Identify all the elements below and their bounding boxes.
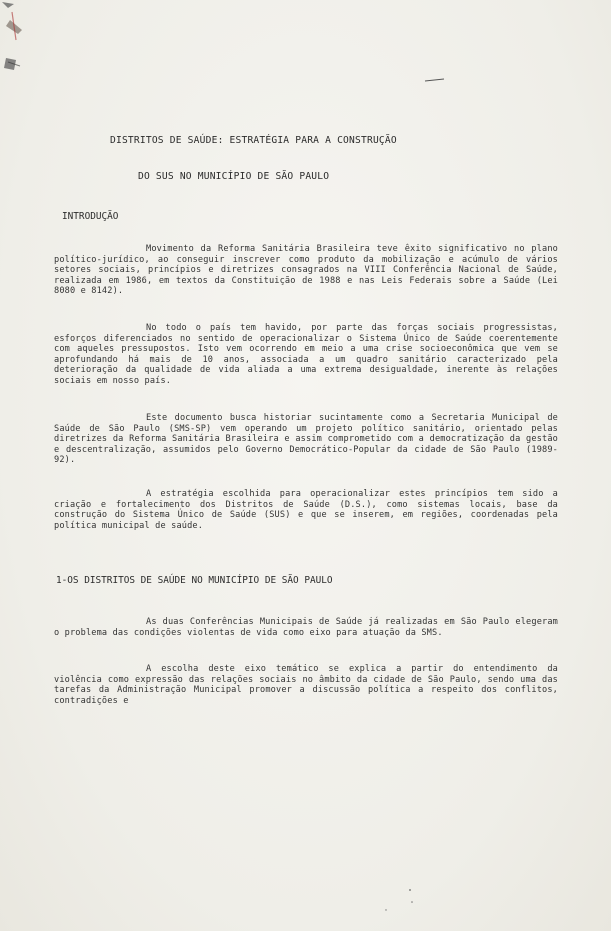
paragraph-1 xyxy=(54,244,558,297)
paragraph-1-text: Movimento da Reforma Sanitária Brasileira teve êxito significativo no plano político-jurídico, ao conseguir inscrever como produto da mobilização e acúmulo de vários setores sociais, princípios e diretrizes consagrados na VIII Conferência Nacional de Saúde, realizada em 1986, em textos da Constituição de 1988 e nas Leis Federais sobre a Saúde (Lei 8080 e 8142). xyxy=(54,244,558,296)
paragraph-6-text: A escolha deste eixo temático se explica a partir do entendimento da violência como expressão das relações sociais no âmbito da cidade de São Paulo, sendo uma das tarefas da Administração Municipal promover a discussão política a respeito dos conflitos, contradições e xyxy=(54,664,558,706)
paragraph-5 xyxy=(54,617,558,638)
paragraph-3 xyxy=(54,413,558,466)
paragraph-2 xyxy=(54,323,558,386)
section-heading-introduction: INTRODUÇÃO xyxy=(62,211,119,222)
paragraph-2-text: No todo o país tem havido, por parte das forças sociais progressistas, esforços diferenciados no sentido de operacionalizar o Sistema Único de Saúde coerentemente com aqueles pressupostos. Isto vem ocorrendo em meio a uma crise socioeconômica que vem se aprofundando há mais de 10 anos, associada a um quadro sanitário caracterizado pela deterioração da qualidade de vida aliada a uma extrema desigualdade, inerente às relações sociais em nosso país. xyxy=(54,323,558,386)
title-line-2: DO SUS NO MUNICÍPIO DE SÃO PAULO xyxy=(138,171,330,182)
section-heading-districts: 1-OS DISTRITOS DE SAÚDE NO MUNICÍPIO DE SÃO PAULO xyxy=(56,575,333,586)
title-line-1: DISTRITOS DE SAÚDE: ESTRATÉGIA PARA A CONSTRUÇÃO xyxy=(110,135,397,146)
paragraph-4-text: A estratégia escolhida para operacionalizar estes princípios tem sido a criação e fortalecimento dos Distritos de Saúde (D.S.), como sistemas locais, base da construção do Sistema Único de Saúde (SUS) e que se inserem, em regiões, coordenadas pela política municipal de saúde. xyxy=(54,489,558,531)
document-title xyxy=(110,111,570,207)
paragraph-3-text: Este documento busca historiar sucintamente como a Secretaria Municipal de Saúde de São Paulo (SMS-SP) vem operando um projeto político sanitário, orientado pelas diretrizes da Reforma Sanitária Brasileira e assim comprometido com a democratização da gestão e descentralização, assumidos pelo Governo Democrático-Popular da cidade de São Paulo (1989-92). xyxy=(54,413,558,465)
corner-smudge-mark xyxy=(0,0,40,80)
speck-mark xyxy=(424,76,446,84)
bottom-speck-mark xyxy=(380,880,440,920)
paragraph-4 xyxy=(54,489,558,531)
paragraph-6 xyxy=(54,664,558,706)
paragraph-5-text: As duas Conferências Municipais de Saúde já realizadas em São Paulo elegeram o problema das condições violentas de vida como eixo para atuação da SMS. xyxy=(54,617,558,638)
